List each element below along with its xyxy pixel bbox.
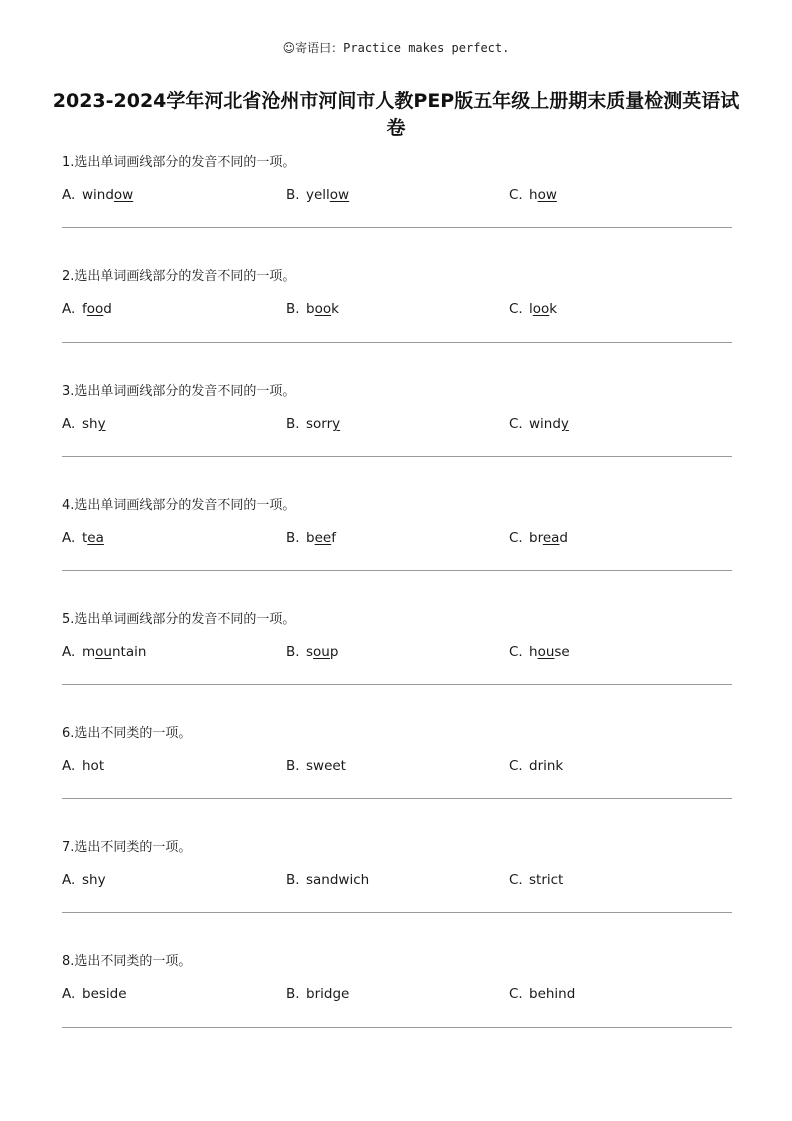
underlined-part: y [97,416,106,432]
option-a [62,756,104,776]
option-word: shy [82,872,106,888]
option-letter: B. [286,986,300,1002]
option-a [62,642,146,662]
option-word: hot [82,758,105,774]
option-b [286,870,369,890]
word-part: k [549,301,558,317]
option-letter: A. [62,644,76,660]
option-letter: B. [286,872,300,888]
word-part: d [103,301,112,317]
option-row [62,528,732,548]
option-c [509,870,563,890]
option-letter: C. [509,301,523,317]
word-part: k [331,301,339,317]
option-letter: A. [62,758,76,774]
option-word: behind [529,986,576,1002]
option-letter: B. [286,758,300,774]
word-part: f [82,301,87,317]
option-word: drink [529,758,564,774]
option-b [286,756,346,776]
option-c [509,756,563,776]
option-letter: B. [286,416,300,432]
divider [62,798,732,799]
motto-text: Practice makes perfect. [343,41,510,55]
word-part: b [306,301,315,317]
option-letter: B. [286,187,300,203]
option-b [286,185,349,205]
option-word: sweet [306,758,346,774]
underlined-part: ow [537,187,557,203]
underlined-part: oo [532,301,550,317]
word-part: ntain [111,644,147,660]
question-5 [62,610,732,662]
word-part: m [82,644,96,660]
option-c [509,299,557,319]
underlined-part: y [560,416,569,432]
option-b [286,414,340,434]
option-b [286,984,349,1004]
question-8 [62,952,732,1004]
option-b [286,642,338,662]
question-7 [62,838,732,890]
option-row [62,642,732,662]
option-c [509,528,568,548]
word-part: br [529,530,543,546]
option-c [509,642,570,662]
word-part: wind [82,187,114,203]
option-a [62,984,127,1004]
question-6 [62,724,732,776]
divider [62,456,732,457]
option-word: bridge [306,986,350,1002]
divider [62,342,732,343]
option-a [62,870,106,890]
word-part: h [529,644,538,660]
word-part: h [529,187,538,203]
option-letter: A. [62,187,76,203]
divider [62,684,732,685]
word-part: se [554,644,570,660]
option-letter: A. [62,301,76,317]
word-part: f [331,530,336,546]
underlined-part: ee [314,530,332,546]
underlined-part: ou [313,644,330,660]
option-letter: C. [509,530,523,546]
option-b [286,299,339,319]
option-letter: C. [509,644,523,660]
option-a [62,414,106,434]
underlined-part: ou [537,644,555,660]
option-letter: B. [286,301,300,317]
option-letter: C. [509,986,523,1002]
question-4 [62,496,732,548]
word-part: t [82,530,88,546]
option-letter: A. [62,986,76,1002]
option-a [62,299,112,319]
question-text: 6.选出不同类的一项。 [62,726,192,741]
option-row [62,185,732,205]
header-motto [0,39,792,56]
option-b [286,528,336,548]
option-word: beside [82,986,127,1002]
question-3 [62,382,732,434]
word-part: sorr [306,416,333,432]
option-letter: B. [286,530,300,546]
word-part: yell [306,187,330,203]
word-part: p [329,644,339,660]
underlined-part: y [332,416,341,432]
underlined-part: oo [86,301,104,317]
option-row [62,870,732,890]
option-letter: A. [62,416,76,432]
option-letter: C. [509,758,523,774]
option-a [62,185,133,205]
underlined-part: ow [113,187,134,203]
question-text: 5.选出单词画线部分的发音不同的一项。 [62,612,296,627]
question-text: 8.选出不同类的一项。 [62,954,192,969]
option-row [62,299,732,319]
question-text: 7.选出不同类的一项。 [62,840,192,855]
question-text: 3.选出单词画线部分的发音不同的一项。 [62,384,296,399]
word-part: b [306,530,315,546]
divider [62,1027,732,1028]
option-letter: C. [509,187,523,203]
divider [62,227,732,228]
underlined-part: ea [87,530,104,546]
underlined-part: ea [542,530,560,546]
option-letter: B. [286,644,300,660]
option-row [62,756,732,776]
word-part: wind [529,416,561,432]
word-part: sh [82,416,98,432]
word-part: s [306,644,314,660]
option-letter: C. [509,872,523,888]
option-word: strict [529,872,564,888]
option-c [509,414,569,434]
question-text: 1.选出单词画线部分的发音不同的一项。 [62,155,296,170]
question-text: 4.选出单词画线部分的发音不同的一项。 [62,498,296,513]
word-part: l [529,301,533,317]
option-c [509,984,575,1004]
word-part: d [559,530,568,546]
question-text: 2.选出单词画线部分的发音不同的一项。 [62,269,296,284]
option-a [62,528,104,548]
page-title: 2023-2024学年河北省沧州市河间市人教PEP版五年级上册期末质量检测英语试卷 [52,90,740,139]
option-letter: C. [509,416,523,432]
option-row [62,984,732,1004]
option-word: sandwich [306,872,370,888]
option-c [509,185,557,205]
divider [62,570,732,571]
option-letter: A. [62,530,76,546]
option-row [62,414,732,434]
question-2 [62,267,732,319]
question-1 [62,153,732,205]
underlined-part: ou [95,644,112,660]
option-letter: A. [62,872,76,888]
motto-label: ☺寄语曰： [282,41,344,55]
divider [62,912,732,913]
underlined-part: ow [329,187,350,203]
underlined-part: oo [314,301,332,317]
